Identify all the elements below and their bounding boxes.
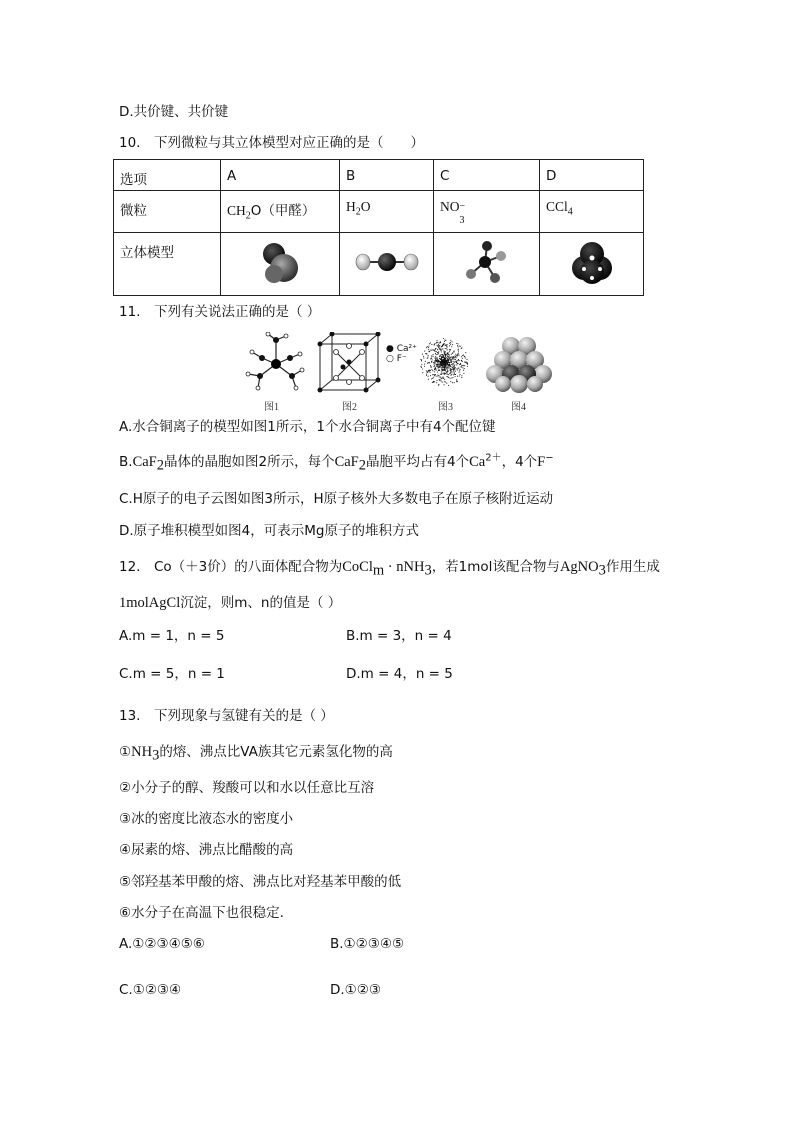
q12-option-d: D.m = 4，n = 5 — [346, 666, 453, 682]
q10-model-table — [113, 159, 644, 296]
particle-c: NO − 3 — [434, 191, 540, 233]
q13-item-6: ⑥水分子在高温下也很稳定. — [119, 905, 284, 921]
q13-item-2: ②小分子的醇、羧酸可以和水以任意比互溶 — [119, 780, 375, 796]
model-b-image — [340, 233, 434, 296]
figure-1-label: 图1 — [264, 402, 279, 413]
figure-1-image — [240, 332, 306, 394]
table-header-b: B — [340, 160, 434, 191]
table-header-option: 选项 — [114, 160, 221, 191]
q13-item-3: ③冰的密度比液态水的密度小 — [119, 811, 294, 827]
q13-option-a: A.①②③④⑤⑥ — [119, 936, 205, 952]
q11-option-a: A.水合铜离子的模型如图1所示，1个水合铜离子中有4个配位键 — [119, 419, 496, 435]
table-header-a: A — [221, 160, 340, 191]
legend-ca: Ca²⁺ — [396, 344, 417, 354]
q11-option-c: C.H原子的电子云图如图3所示，H原子核外大多数电子在原子核附近运动 — [119, 491, 554, 507]
model-d-image — [540, 233, 644, 296]
q11-option-d: D.原子堆积模型如图4，可表示Mg原子的堆积方式 — [119, 523, 419, 539]
q13-item-4: ④尿素的熔、沸点比醋酸的高 — [119, 842, 294, 858]
row-label-model: 立体模型 — [114, 233, 221, 296]
figure-4-label: 图4 — [511, 402, 526, 413]
legend-f: F⁻ — [396, 354, 407, 364]
model-a-image — [221, 233, 340, 296]
q9-option-d: D.共价键、共价键 — [119, 104, 229, 120]
figure-3-label: 图3 — [438, 402, 453, 413]
particle-b: $H_2O$ — [340, 191, 434, 233]
q13-option-c: C.①②③④ — [119, 982, 182, 998]
table-header-c: C — [434, 160, 540, 191]
q12-stem: 12. Co（＋3价）的八面体配合物为CoCl$_m$ · nNH$_3$，若1mol该配合物与AgNO$_3$作用生成 — [119, 559, 660, 579]
q11-stem: 11. 下列有关说法正确的是（ ） — [119, 304, 321, 320]
q13-item-5: ⑤邻羟基苯甲酸的熔、沸点比对羟基苯甲酸的低 — [119, 874, 402, 890]
particle-a: $CH_2O$（甲醛） — [221, 191, 340, 233]
figure-4-image — [484, 334, 554, 394]
q12-stem-line2: 1molAgCl沉淀，则m、n的值是（ ） — [119, 595, 342, 611]
q12-option-c: C.m = 5，n = 1 — [119, 666, 225, 682]
table-header-d: D — [540, 160, 644, 191]
particle-d: CCl$_4$ — [540, 191, 644, 233]
row-label-particle: 微粒 — [114, 191, 221, 233]
q13-option-d: D.①②③ — [330, 982, 381, 998]
figure-3-image — [418, 334, 470, 390]
q13-item-1: $①NH_3$的熔、沸点比VA族其它元素氢化物的高 — [119, 744, 393, 764]
figure-2-image — [316, 332, 382, 394]
q11-figures — [240, 330, 560, 412]
figure-2-label: 图2 — [342, 402, 357, 413]
q13-stem: 13. 下列现象与氢键有关的是（ ） — [119, 708, 334, 724]
figure-2-legend: ● Ca²⁺ ○ F⁻ — [386, 344, 417, 364]
q11-option-b: B.CaF$_2$晶体的晶胞如图2所示，每个CaF$_2$晶胞平均占有4个$Ca^{2+}$，4个F− — [119, 452, 554, 474]
model-c-image — [434, 233, 540, 296]
q10-stem: 10. 下列微粒与其立体模型对应正确的是（ ） — [119, 135, 424, 151]
q13-option-b: B.①②③④⑤ — [330, 936, 405, 952]
q12-option-b: B.m = 3，n = 4 — [346, 628, 452, 644]
q12-option-a: A.m = 1，n = 5 — [119, 628, 225, 644]
